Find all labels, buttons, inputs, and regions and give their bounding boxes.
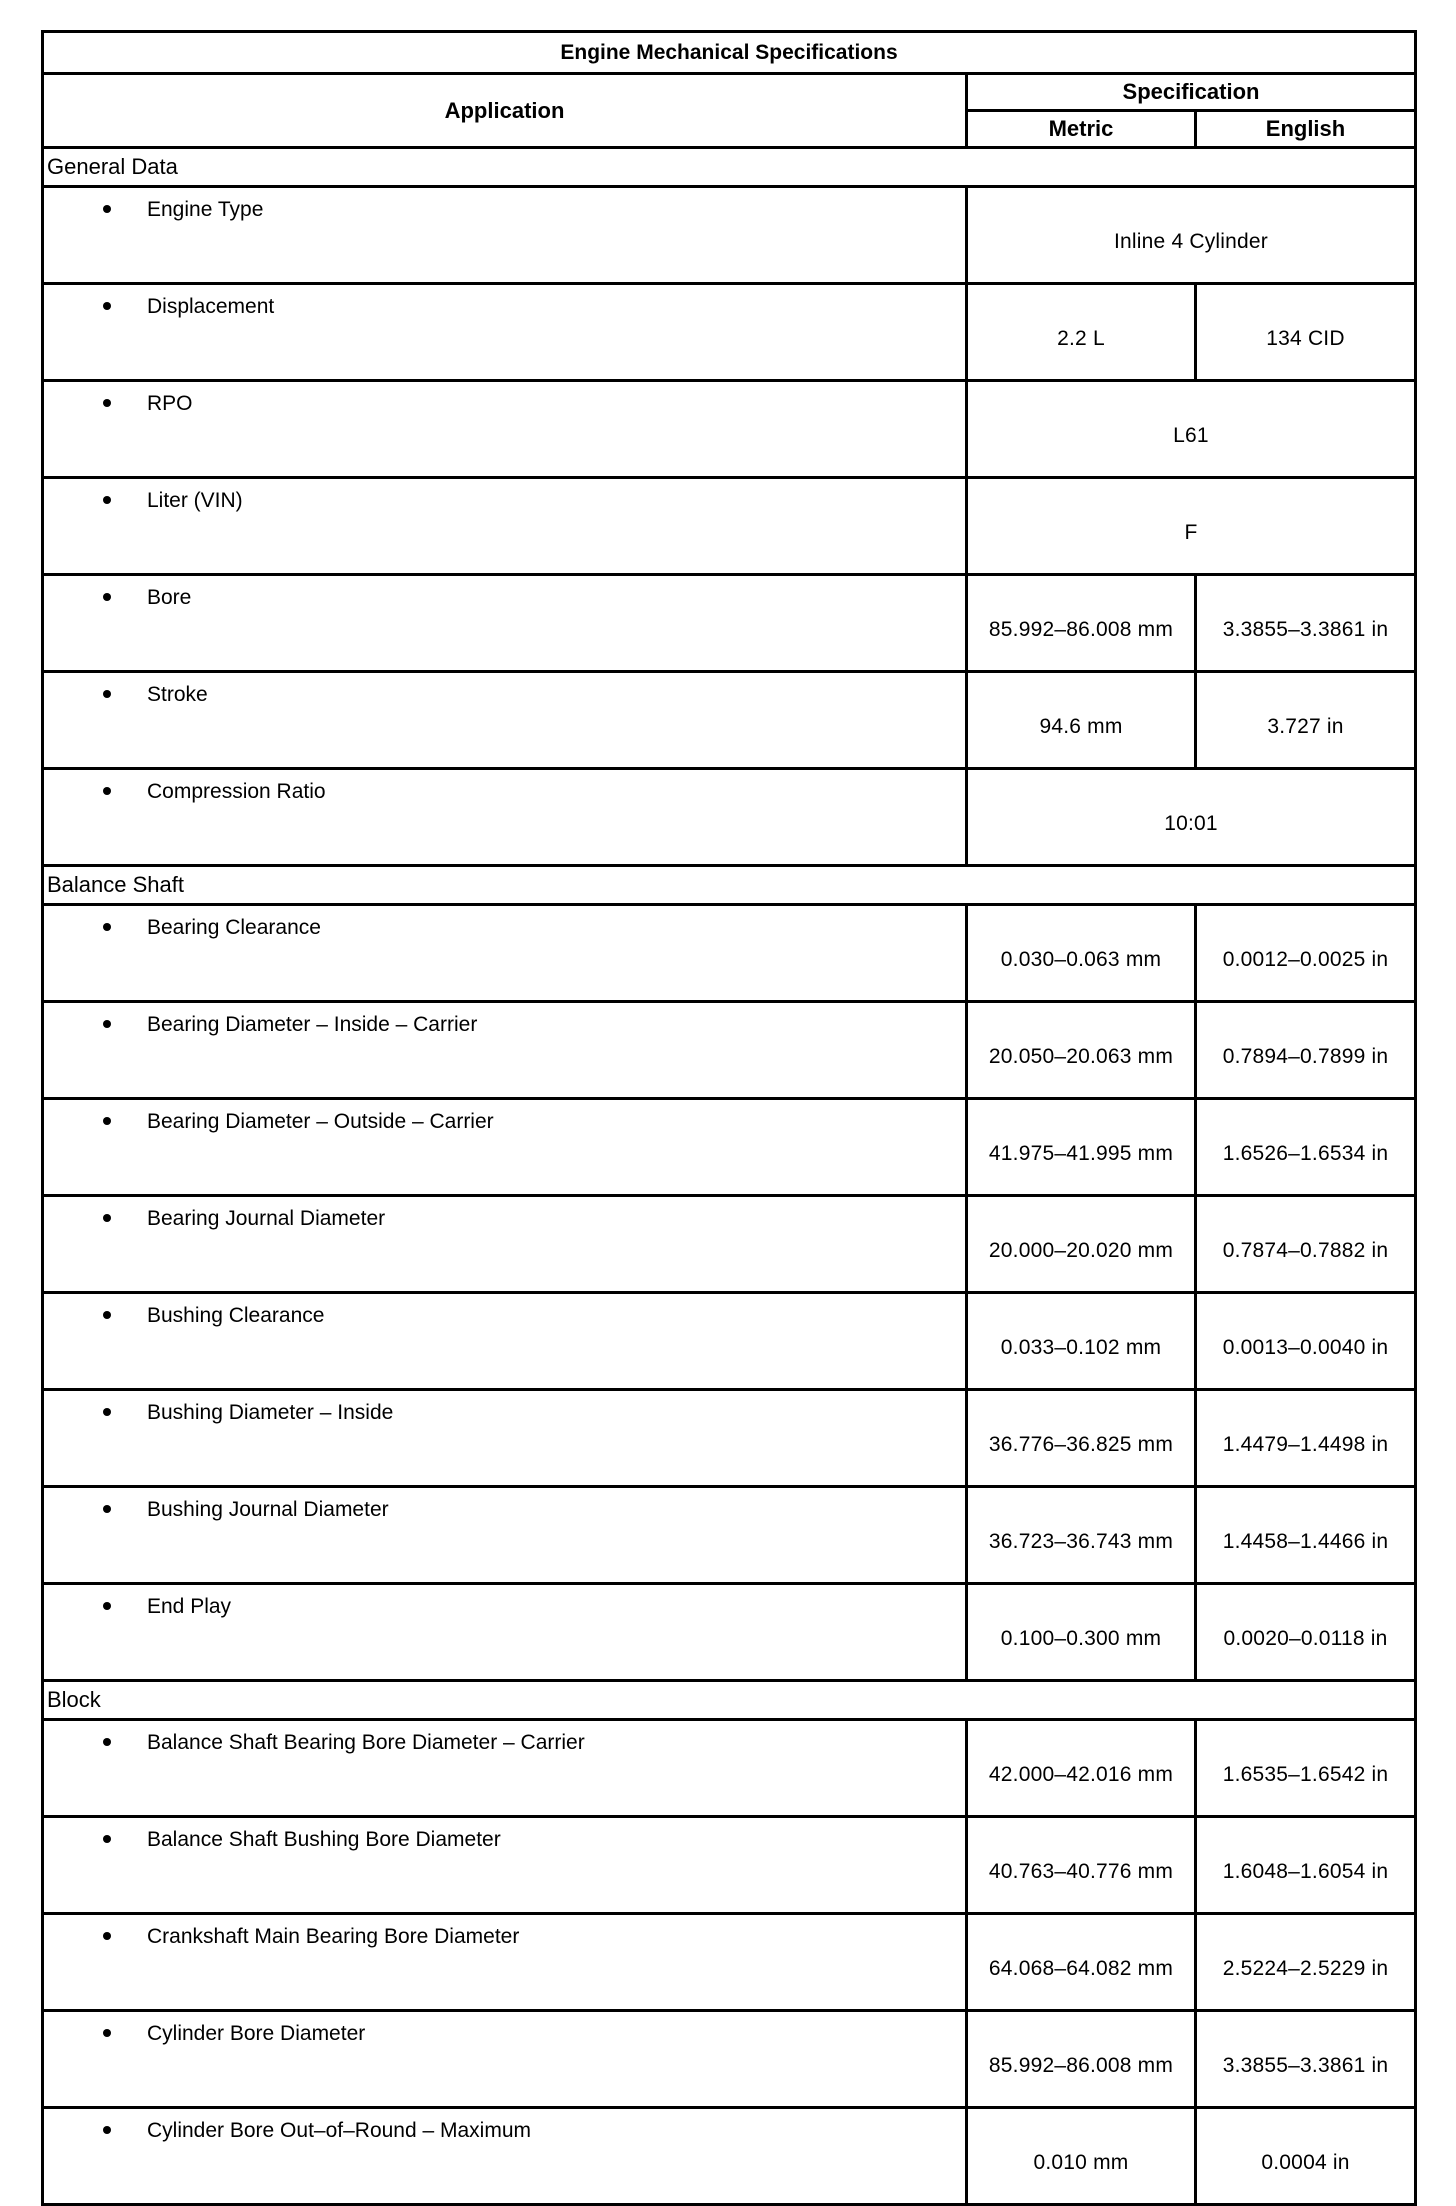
application-cell xyxy=(43,1914,967,2011)
header-specification: Specification xyxy=(967,74,1416,111)
application-label: RPO xyxy=(147,392,193,415)
table-row xyxy=(43,1487,1416,1584)
table-row xyxy=(43,575,1416,672)
bullet-icon xyxy=(103,2029,111,2037)
application-label: Bushing Journal Diameter xyxy=(147,1498,389,1521)
bullet-icon xyxy=(103,205,111,213)
metric-value: 0.100–0.300 mm xyxy=(967,1584,1196,1681)
metric-value: 0.033–0.102 mm xyxy=(967,1293,1196,1390)
table-row xyxy=(43,2108,1416,2205)
table-row xyxy=(43,1817,1416,1914)
table-row xyxy=(43,381,1416,478)
table-row xyxy=(43,1390,1416,1487)
section-title: Block xyxy=(43,1681,1416,1720)
bullet-icon xyxy=(103,690,111,698)
application-label: Engine Type xyxy=(147,198,264,221)
metric-value: 0.030–0.063 mm xyxy=(967,905,1196,1002)
application-label: End Play xyxy=(147,1595,232,1618)
section-title: General Data xyxy=(43,148,1416,187)
header-english: English xyxy=(1196,111,1416,148)
application-cell xyxy=(43,1720,967,1817)
application-cell xyxy=(43,284,967,381)
application-label: Bearing Clearance xyxy=(147,916,321,939)
bullet-icon xyxy=(103,1932,111,1940)
bullet-icon xyxy=(103,1408,111,1416)
table-row xyxy=(43,769,1416,866)
bullet-icon xyxy=(103,787,111,795)
application-label: Bearing Diameter – Inside – Carrier xyxy=(147,1013,478,1036)
application-cell xyxy=(43,769,967,866)
application-label: Crankshaft Main Bearing Bore Diameter xyxy=(147,1925,520,1948)
metric-value: 41.975–41.995 mm xyxy=(967,1099,1196,1196)
spec-value: 10:01 xyxy=(967,769,1416,866)
english-value: 0.0013–0.0040 in xyxy=(1196,1293,1416,1390)
table-body xyxy=(43,148,1416,2205)
english-value: 1.6526–1.6534 in xyxy=(1196,1099,1416,1196)
header-metric: Metric xyxy=(967,111,1196,148)
bullet-icon xyxy=(103,1738,111,1746)
table-row xyxy=(43,284,1416,381)
english-value: 1.4479–1.4498 in xyxy=(1196,1390,1416,1487)
application-label: Balance Shaft Bearing Bore Diameter – Carrier xyxy=(147,1731,585,1754)
application-cell xyxy=(43,1487,967,1584)
application-cell xyxy=(43,2108,967,2205)
table-row xyxy=(43,1584,1416,1681)
application-label: Bushing Diameter – Inside xyxy=(147,1401,394,1424)
application-cell xyxy=(43,1196,967,1293)
metric-value: 36.723–36.743 mm xyxy=(967,1487,1196,1584)
bullet-icon xyxy=(103,923,111,931)
bullet-icon xyxy=(103,1020,111,1028)
bullet-icon xyxy=(103,1835,111,1843)
english-value: 0.7894–0.7899 in xyxy=(1196,1002,1416,1099)
table-row xyxy=(43,2011,1416,2108)
table-row xyxy=(43,1002,1416,1099)
section-row xyxy=(43,866,1416,905)
english-value: 2.5224–2.5229 in xyxy=(1196,1914,1416,2011)
english-value: 0.0012–0.0025 in xyxy=(1196,905,1416,1002)
application-cell xyxy=(43,1390,967,1487)
table-row xyxy=(43,1196,1416,1293)
bullet-icon xyxy=(103,1602,111,1610)
application-cell xyxy=(43,1002,967,1099)
table-row xyxy=(43,672,1416,769)
application-label: Stroke xyxy=(147,683,208,706)
metric-value: 42.000–42.016 mm xyxy=(967,1720,1196,1817)
application-cell xyxy=(43,187,967,284)
application-label: Bore xyxy=(147,586,192,609)
application-cell xyxy=(43,672,967,769)
spec-value: Inline 4 Cylinder xyxy=(967,187,1416,284)
bullet-icon xyxy=(103,1117,111,1125)
bullet-icon xyxy=(103,2126,111,2134)
english-value: 0.7874–0.7882 in xyxy=(1196,1196,1416,1293)
bullet-icon xyxy=(103,496,111,504)
application-label: Cylinder Bore Out–of–Round – Maximum xyxy=(147,2119,532,2142)
table-row xyxy=(43,1099,1416,1196)
bullet-icon xyxy=(103,399,111,407)
metric-value: 40.763–40.776 mm xyxy=(967,1817,1196,1914)
application-cell xyxy=(43,575,967,672)
english-value: 3.3855–3.3861 in xyxy=(1196,575,1416,672)
metric-value: 64.068–64.082 mm xyxy=(967,1914,1196,2011)
metric-value: 36.776–36.825 mm xyxy=(967,1390,1196,1487)
english-value: 0.0020–0.0118 in xyxy=(1196,1584,1416,1681)
english-value: 1.4458–1.4466 in xyxy=(1196,1487,1416,1584)
metric-value: 85.992–86.008 mm xyxy=(967,575,1196,672)
application-label: Bearing Diameter – Outside – Carrier xyxy=(147,1110,494,1133)
english-value: 134 CID xyxy=(1196,284,1416,381)
application-cell xyxy=(43,905,967,1002)
bullet-icon xyxy=(103,302,111,310)
application-cell xyxy=(43,381,967,478)
application-cell xyxy=(43,2011,967,2108)
application-cell xyxy=(43,1293,967,1390)
section-row xyxy=(43,1681,1416,1720)
table-row xyxy=(43,1914,1416,2011)
application-cell xyxy=(43,478,967,575)
english-value: 3.727 in xyxy=(1196,672,1416,769)
section-row xyxy=(43,148,1416,187)
bullet-icon xyxy=(103,1505,111,1513)
table-row xyxy=(43,187,1416,284)
table-row xyxy=(43,905,1416,1002)
application-label: Liter (VIN) xyxy=(147,489,243,512)
application-cell xyxy=(43,1099,967,1196)
application-cell xyxy=(43,1584,967,1681)
metric-value: 0.010 mm xyxy=(967,2108,1196,2205)
english-value: 0.0004 in xyxy=(1196,2108,1416,2205)
english-value: 1.6048–1.6054 in xyxy=(1196,1817,1416,1914)
metric-value: 20.050–20.063 mm xyxy=(967,1002,1196,1099)
application-label: Displacement xyxy=(147,295,275,318)
spec-table xyxy=(41,30,1417,2206)
english-value: 3.3855–3.3861 in xyxy=(1196,2011,1416,2108)
header-application: Application xyxy=(43,74,967,148)
application-label: Bushing Clearance xyxy=(147,1304,325,1327)
table-row xyxy=(43,478,1416,575)
bullet-icon xyxy=(103,593,111,601)
spec-value: L61 xyxy=(967,381,1416,478)
metric-value: 94.6 mm xyxy=(967,672,1196,769)
bullet-icon xyxy=(103,1214,111,1222)
metric-value: 20.000–20.020 mm xyxy=(967,1196,1196,1293)
spec-value: F xyxy=(967,478,1416,575)
metric-value: 2.2 L xyxy=(967,284,1196,381)
bullet-icon xyxy=(103,1311,111,1319)
section-title: Balance Shaft xyxy=(43,866,1416,905)
table-row xyxy=(43,1293,1416,1390)
table-title: Engine Mechanical Specifications xyxy=(43,32,1416,74)
application-label: Bearing Journal Diameter xyxy=(147,1207,386,1230)
application-label: Compression Ratio xyxy=(147,780,326,803)
application-label: Cylinder Bore Diameter xyxy=(147,2022,366,2045)
application-cell xyxy=(43,1817,967,1914)
table-row xyxy=(43,1720,1416,1817)
english-value: 1.6535–1.6542 in xyxy=(1196,1720,1416,1817)
application-label: Balance Shaft Bushing Bore Diameter xyxy=(147,1828,501,1851)
metric-value: 85.992–86.008 mm xyxy=(967,2011,1196,2108)
